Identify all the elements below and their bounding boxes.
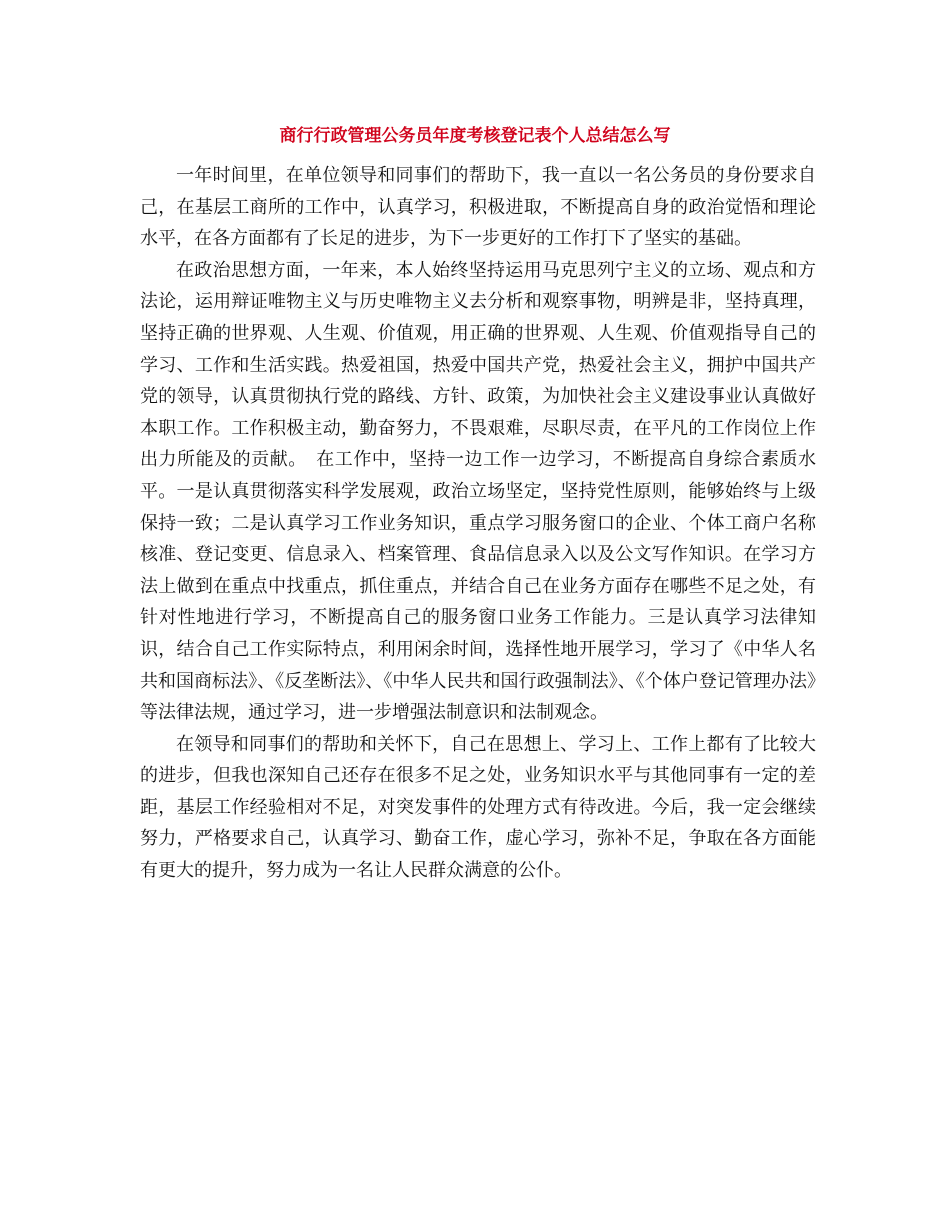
paragraph-intro: 一年时间里，在单位领导和同事们的帮助下，我一直以一名公务员的身份要求自己，在基层工商所的工作中，认真学习，积极进取，不断提高自身的政治觉悟和理论水平，在各方面都有了长足的进步，为下一步更好的工作打下了坚实的基础。 [140, 165, 816, 250]
paragraph-political-thought: 在政治思想方面，一年来，本人始终坚持运用马克思列宁主义的立场、观点和方法论，运用辩证唯物主义与历史唯物主义去分析和观察事物，明辨是非，坚持真理，坚持正确的世界观、人生观、价值观，用正确的世界观、人生观、价值观指导自己的学习、工作和生活实践。热爱祖国，热爱中国共产党，热爱社会主义，拥护中国共产党的领导，认真贯彻执行党的路线、方针、政策，为加快社会主义建设事业认真做好本职工作。工作积极主动，勤奋努力，不畏艰难，尽职尽责，在平凡的工作岗位上作出力所能及的贡献。 在工作中，坚持一边工作一边学习，不断提高自身综合素质水平。一是认真贯彻落实科学发展观，政治立场坚定，坚持党性原则，能够始终与上级保持一致；二是认真学习工作业务知识，重点学习服务窗口的企业、个体工商户名称核准、登记变更、信息录入、档案管理、食品信息录入以及公文写作知识。在学习方法上做到在重点中找重点，抓住重点，并结合自己在业务方面存在哪些不足之处，有针对性地进行学习，不断提高自己的服务窗口业务工作能力。三是认真学习法律知识，结合自己工作实际特点，利用闲余时间，选择性地开展学习，学习了《中华人名共和国商标法》、《反垄断法》、《中华人民共和国行政强制法》、《个体户登记管理办法》等法律法规，通过学习，进一步增强法制意识和法制观念。 [140, 259, 816, 724]
paragraph-conclusion: 在领导和同事们的帮助和关怀下，自己在思想上、学习上、工作上都有了比较大的进步，但我也深知自己还存在很多不足之处，业务知识水平与其他同事有一定的差距，基层工作经验相对不足，对突发事件的处理方式有待改进。今后，我一定会继续努力，严格要求自己，认真学习、勤奋工作，虚心学习，弥补不足，争取在各方面能有更大的提升，努力成为一名让人民群众满意的公仆。 [140, 733, 816, 882]
document-body [140, 160, 816, 887]
document-title: 商行行政管理公务员年度考核登记表个人总结怎么写 [279, 126, 671, 146]
